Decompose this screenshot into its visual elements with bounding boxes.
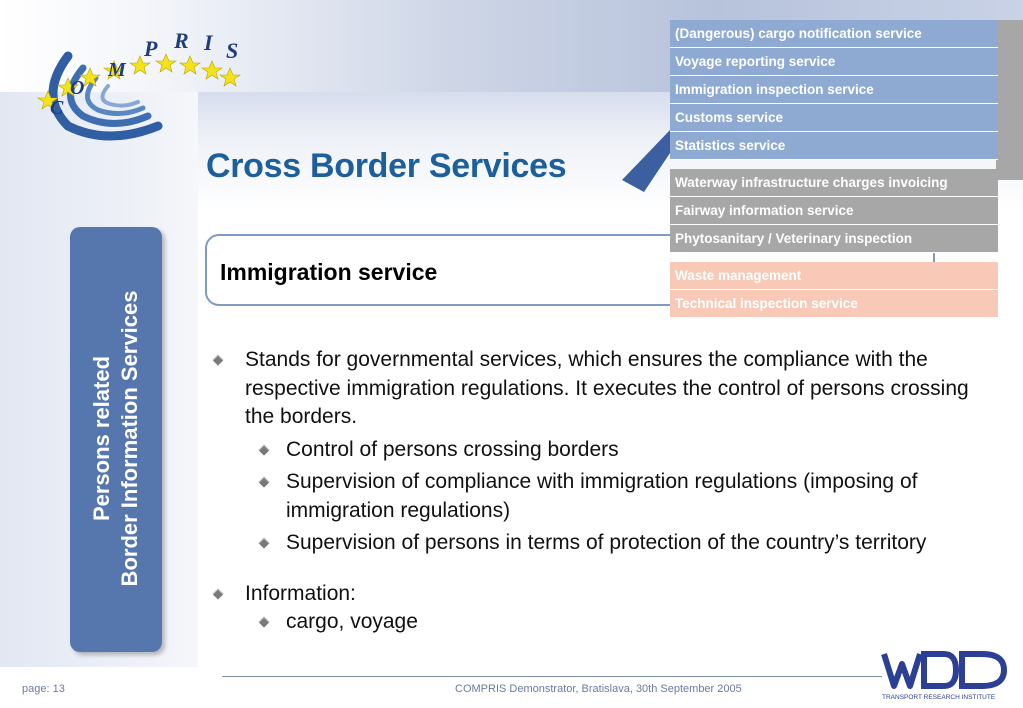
logo-letter-p: P [144,36,158,61]
logo-letter-s: S [226,38,239,63]
service-item-voyage-reporting: Voyage reporting service [670,48,998,76]
side-banner-line1: Persons related [89,355,114,522]
service-item-phytosanitary: Phytosanitary / Veterinary inspection [670,225,998,253]
sub-bullet-item [210,608,990,637]
logo-letter-c: C [50,97,64,119]
service-item-customs: Customs service [670,104,998,132]
page-title: Cross Border Services [206,147,567,185]
logo-letter-m: M [108,59,126,81]
services-list [670,20,998,318]
service-item-waterway-charges: Waterway infrastructure charges invoicing [670,169,998,197]
side-banner [70,227,162,652]
sub-bullet-item [210,468,990,525]
logo-letter-o: O [70,77,85,99]
service-item-fairway-information: Fairway information service [670,197,998,225]
diamond-bullet-icon [212,588,223,599]
service-item-cargo-notification: (Dangerous) cargo notification service [670,20,998,48]
right-edge-shade [996,20,1023,180]
service-item-technical-inspection: Technical inspection service [670,290,998,318]
logo-letter-r: R [174,28,189,53]
service-item-immigration-inspection: Immigration inspection service [670,76,998,104]
bullet-item [210,346,990,432]
page-number: page: 13 [22,683,65,695]
sub-bullet-item [210,529,990,558]
transport-research-institute-logo [880,650,1010,702]
service-item-statistics: Statistics service [670,132,998,160]
bullet-content [210,346,990,637]
footer-divider [222,676,882,677]
sub-bullet-text: Supervision of compliance with immigration regulations (imposing of immigration regulations) [286,470,918,522]
diamond-bullet-icon [212,354,223,365]
section-title: Immigration service [220,259,438,285]
footer-caption: COMPRIS Demonstrator, Bratislava, 30th September 2005 [455,683,742,695]
side-banner-line2: Border Information Services [117,290,142,587]
bullet-text: Information: [245,581,356,605]
side-banner-text [70,226,162,651]
bullet-item [210,580,990,609]
sub-bullet-text: Control of persons crossing borders [286,437,619,461]
compris-logo [28,16,268,156]
logo-letter-i: I [204,30,213,55]
sub-bullet-item [210,436,990,465]
diamond-bullet-icon [258,537,269,548]
diamond-bullet-icon [258,476,269,487]
sub-bullet-text: cargo, voyage [286,610,418,633]
diamond-bullet-icon [258,444,269,455]
service-item-waste-management: Waste management [670,262,998,290]
diamond-bullet-icon [258,616,269,627]
bullet-text: Stands for governmental services, which ensures the compliance with the respective immigration regulations. It executes the control of persons crossing the borders. [245,348,969,428]
sub-bullet-text: Supervision of persons in terms of protection of the country’s territory [286,531,927,554]
institute-logo-text: TRANSPORT RESEARCH INSTITUTE [882,694,996,701]
